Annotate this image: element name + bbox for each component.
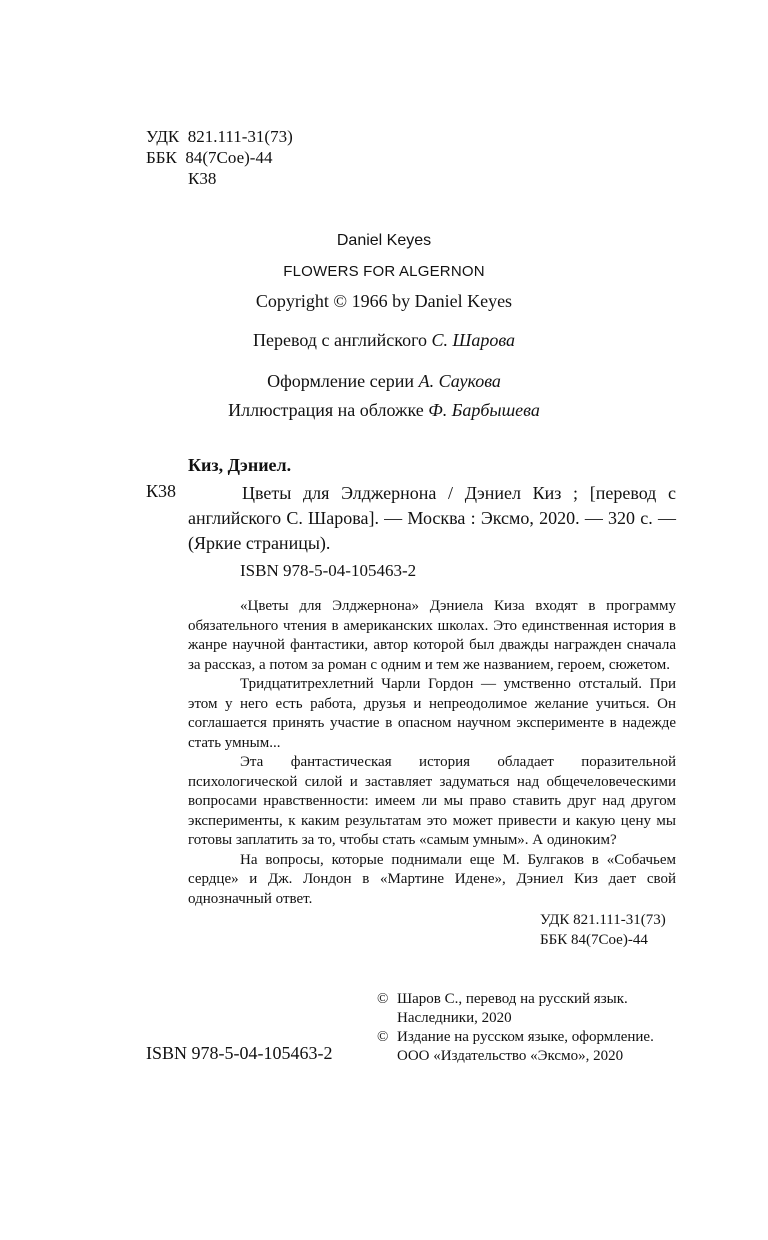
- translator-prefix: Перевод с английского: [252, 330, 428, 350]
- original-author: Daniel Keyes: [336, 232, 432, 249]
- author-mark: К38: [188, 169, 217, 188]
- translator-name: С. Шарова: [431, 330, 516, 350]
- isbn-bottom: ISBN 978-5-04-105463-2: [146, 1043, 333, 1063]
- annotation-paragraph: На вопросы, которые поднимали еще М. Булгаков в «Собачьем сердце» и Дж. Лондон в «Мартине Идене», Дэниел Киз дает свой однозначный ответ.: [188, 851, 676, 907]
- translation-copyright: [377, 990, 654, 1028]
- bibliographic-mark: К38: [146, 481, 177, 501]
- edition-copyright-line: Издание на русском языке, оформление.: [397, 1029, 654, 1045]
- translation-copyright-line: Наследники, 2020: [397, 1010, 512, 1026]
- isbn-main: ISBN 978-5-04-105463-2: [240, 561, 417, 580]
- design-prefix: Оформление серии: [267, 371, 415, 391]
- translation-copyright-line: Шаров С., перевод на русский язык.: [397, 991, 628, 1007]
- annotation-paragraph: Эта фантастическая история обладает поразительной психологической силой и заставляет задуматься над общечеловеческими вопросами нравственности: имеем ли мы право ставить друг над другом эксперименты, к каким результатам это может привести и какую цену мы готовы заплатить за то, чтобы стать «самым умным». А одиноким?: [188, 754, 676, 848]
- edition-copyright-line: ООО «Издательство «Эксмо», 2020: [397, 1048, 624, 1064]
- copyright-block: [377, 990, 654, 1066]
- design-credit: [0, 371, 768, 392]
- author-heading: Киз, Дэниел.: [188, 455, 292, 475]
- udk-code-right: УДК 821.111-31(73): [540, 912, 666, 928]
- illustration-credit: [0, 400, 768, 421]
- original-copyright: Copyright © 1966 by Daniel Keyes: [255, 291, 513, 311]
- bbk-code-right: ББК 84(7Сое)-44: [540, 932, 648, 948]
- annotation: [188, 597, 676, 909]
- copyright-symbol: ©: [377, 991, 389, 1007]
- designer-name: А. Саукова: [418, 371, 501, 391]
- annotation-paragraph: Тридцатитрехлетний Чарли Гордон — умственно отсталый. При этом у него есть работа, друзья и непреодолимое желание учиться. Он соглашается принять участие в опасном научном эксперименте в надежде стать умным...: [188, 676, 676, 751]
- classification-block: [146, 126, 293, 189]
- edition-copyright: [377, 1028, 654, 1066]
- annotation-paragraph: «Цветы для Элджернона» Дэниела Киза входят в программу обязательного чтения в американских школах. Это единственная история в жанре научной фантастики, автор которой был дважды награжден сначала за рассказ, а потом за роман с одним и тем же названием, героем, сюжетом.: [188, 598, 676, 673]
- classification-right: [540, 910, 666, 950]
- original-title: FLOWERS FOR ALGERNON: [283, 263, 485, 280]
- udk-code: УДК 821.111-31(73): [146, 127, 293, 146]
- translator-credit: [0, 330, 768, 351]
- copyright-symbol: ©: [377, 1029, 389, 1045]
- bbk-code: ББК 84(7Сое)-44: [146, 148, 273, 167]
- illustrator-name: Ф. Барбышева: [428, 400, 540, 420]
- bibliographic-description: Цветы для Элджернона / Дэниел Киз ; [перевод с английского С. Шарова]. — Москва : Эксмо, 2020. — 320 с. — (Яркие страницы).: [188, 483, 676, 553]
- illustration-prefix: Иллюстрация на обложке: [228, 400, 424, 420]
